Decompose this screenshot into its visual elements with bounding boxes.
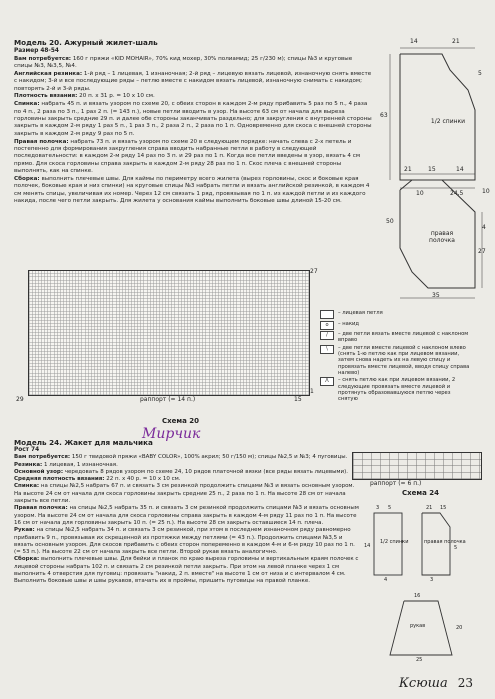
- magazine-name: Ксюша: [398, 676, 448, 691]
- dim-label: 21: [452, 38, 460, 45]
- scheme24-title: Схема 24: [402, 489, 440, 497]
- scheme20-grid: [28, 270, 310, 396]
- model24-front: Правая полочка: на спицы №2,5 набрать 35 п. и связать 3 см резинкой продолжить спицами №3 и вязать основным узором. На высоте 24 см от начала для скоса горловины справа закрыть в каждом 4-м ряду 11 раз по 1 п. На высоте 16 см от начала для горловины закрыть 10 п. (= 25 п.). На высоте 28 см закрыть оставшиеся 14 п. плеча.: [14, 505, 359, 526]
- row-number: 1: [310, 388, 314, 395]
- page-number: 23: [457, 676, 473, 690]
- rapport-label: раппорт (= 14 п.): [140, 396, 196, 403]
- model20-size: Размер 48-54: [14, 47, 59, 54]
- right-decrease-symbol: /: [320, 331, 334, 340]
- dim-label: 4: [384, 577, 388, 583]
- dim-label: 3: [376, 505, 380, 511]
- dim-label: 3: [430, 577, 434, 583]
- dim-label: 35: [432, 292, 440, 299]
- model20-materials: Вам потребуется: 160 г пряжи «KID MOHAIR», 70% кид мохер, 30% полиамид; 25 г/230 м); спицы №3 и круговые спицы №3, №3,5, №4.: [14, 55, 353, 69]
- model20-density: Плотность вязания: 20 п. х 31 р. = 10 х 10 см.: [14, 93, 155, 100]
- dim-label: 15: [428, 166, 436, 173]
- front-piece-label: правая полочка: [429, 230, 455, 244]
- dim-label: 63: [380, 112, 388, 119]
- col-number: 15: [294, 396, 302, 403]
- dim-label: 25: [416, 657, 423, 663]
- dim-label: 10: [482, 188, 490, 195]
- model24-sleeve: Рукав: на спицы №2,5 набрать 34 п. и связать 3 см резинкой, при этом в последнем изнаночном ряду равномерно прибавить 9 п., провязывая их скрещенной из протяжки между петлями (= 43 п.). Продолжить спицами №3,5 и вязать основным узором. Для скосов прибавить с обеих сторон попеременно в каждом 4-м и 6-м ряду 10 раз по 1 п. (= 53 п.). На высоте 22 см от начала закрыть все петли. Второй рукав вязать аналогично.: [14, 527, 355, 556]
- model24-text: [14, 438, 359, 586]
- double-decrease-symbol: Λ: [320, 377, 334, 386]
- dim-label: 50: [386, 218, 394, 225]
- model24-rib: Резинка: 1 лицевая, 1 изнаночная.: [14, 461, 118, 468]
- legend-item: \ – две петли вместе лицевой с наклоном влево (снять 1-ю петлю как при лицевом вязании, затем снова надеть их на левую спицу и провязать вместе лицевой, вводя спицу справа налево): [320, 345, 470, 376]
- dim-label: 14: [456, 166, 464, 173]
- model20-assembly: Сборка: выполнить плечевые швы. Для каймы по периметру всего жилета (вырез горловины, скос и боковые края полочек, боковые края и низ спинки) на круговые спицы №3 набрать петли и вязать английской резинкой, в каждом 4 см менять спицы, увеличивая их номер. Через 12 см связать 1 ряд, провязывая по 1 п. из каждой петли и из каждого накида, после чего петли закрыть. Для жилета у основания каймы выполнить боковые швы длиной 15-20 см.: [14, 176, 370, 205]
- scheme20-chart: [12, 268, 318, 433]
- front-piece-label: правая полочка: [424, 539, 466, 545]
- dim-label: 27: [478, 248, 486, 255]
- dim-label: 5: [454, 545, 458, 551]
- dim-label: 15: [440, 505, 447, 511]
- legend-item: – лицевая петля: [320, 310, 470, 319]
- dim-label: 24,5: [450, 190, 464, 197]
- dim-label: 5: [388, 505, 392, 511]
- model24-back: Спинка: на спицы №2,5 набрать 67 п. и связать 3 см резинкой продолжить спицами №3 и вязать основным узором. На высоте 24 см от начала для скоса горловины закрыть средние 25 п., 2 раза по 1 п. На высоте 28 см от начала закрыть все петли.: [14, 483, 355, 505]
- dim-label: 20: [456, 625, 463, 631]
- col-number: 29: [16, 396, 24, 403]
- dim-label: 5: [478, 70, 482, 77]
- rapport-label: раппорт (= 6 п.): [370, 480, 422, 487]
- dim-label: 21: [426, 505, 433, 511]
- front-pattern-diagram: [380, 168, 490, 303]
- model24-title: Модель 24. Жакет для мальчика: [14, 438, 153, 447]
- page-footer: [399, 676, 473, 691]
- dim-label: 14: [410, 38, 418, 45]
- model20-back: Спинка: набрать 45 п. и вязать узором по схеме 20, с обеих сторон в каждом 2-м ряду прибавить 5 раз по 5 п., 4 раза по 4 п., 2 раза по 3 п., 1 раз 2 п. (= 143 п.), новые петли вводить в узор. На высоте 63 см от начала для выреза горловины закрыть средние 29 п. и далее обе стороны заканчивать раздельно; для закругления с внутренней стороны закрыть в каждом 2-м ряду 1 раз 5 п., 1 раз 3 п., 2 раза 2 п., 2 раза по 1 п. Одновременно для скоса с внешней стороны закрыть в каждом 2-м ряду 9 раз по 5 п.: [14, 101, 372, 137]
- watermark: Мирчик: [142, 426, 201, 442]
- symbol-legend: [320, 310, 470, 404]
- model20-front: Правая полочка: набрать 73 п. и вязать узором по схеме 20 в следующем порядке: начать слева с 2-х петель и постепенно для формирования закругления справа вводить набранные петли в работу в следующей последовательности: в каждом 2-м ряду 14 раз по 3 п. и 29 раз по 1 п. Когда все петли введены в узор, вязать 4 см прямо. Для скоса горловины справа закрыть в каждом 2-м ряду 28 раз по 1 п. Скос плеча с внешней стороны выполнять, как на спинке.: [14, 138, 361, 175]
- dim-label: 21: [404, 166, 412, 173]
- scheme20-title: Схема 20: [162, 417, 200, 425]
- dim-label: 10: [416, 190, 424, 197]
- model24-pattern: Основной узор: чередовать 8 рядов узором по схеме 24, 10 рядов платочной вязки (все ряды вязать лицевыми).: [14, 468, 349, 475]
- back-piece-label: 1/2 спинки: [430, 118, 466, 125]
- row-number: 27: [310, 268, 318, 275]
- model24-size: Рост 74: [14, 447, 40, 453]
- model24-materials: Вам потребуется: 150 г твидовой пряжи «BABY COLOR», 100% акрил; 50 г/150 м); спицы №2,5 и №3; 4 пуговицы.: [14, 454, 348, 461]
- dim-label: 16: [414, 593, 421, 599]
- model20-rib: Английская резинка: 1-й ряд – 1 лицевая, 1 изнаночная; 2-й ряд – лицевую вязать лицевой, изнаночную снять вместе с накидом; 3-й и все последующие ряды – петлю вместе с накидом вязать лицевой, изнаночную снимать с накидом; повторять 2-й и 3-й ряды.: [14, 70, 372, 92]
- legend-item: o – накид: [320, 321, 470, 330]
- back-piece-label: 1/2 спинки: [380, 539, 409, 545]
- knit-stitch-symbol: [320, 310, 334, 319]
- model24-assembly: Сборка: выполнить плечевые швы. Для бейки и планок по краю выреза горловины и вертикальным краям полочек с лицевой стороны набрать 102 п. и связать 2 см резинкой петли закрыть. При этом на левой планке через 1 см выполнить 4 отверстия для пуговиц: провязать "накид, 2 п. вместе" на высоте 1 см от низа и с интервалом 4 см. Выполнить боковые швы и швы рукавов, втачать их в проймы, пришить пуговицы на правой планке.: [14, 556, 359, 585]
- dim-label: 4: [482, 224, 486, 231]
- model24-density: Средняя плотность вязания: 22 п. х 40 р. = 10 х 10 см.: [14, 476, 181, 483]
- yarn-over-symbol: o: [320, 321, 334, 330]
- model20-title: Модель 20. Ажурный жилет-шаль: [14, 38, 158, 47]
- sleeve-piece-label: рукав: [410, 623, 426, 629]
- legend-item: Λ – снять петлю как при лицевом вязании, 2 следующие провязать вместе лицевой и протянуть образовавшуюся петлю через снятую: [320, 377, 470, 402]
- dim-label: 14: [364, 543, 371, 549]
- model24-pattern-pieces: [360, 505, 490, 665]
- model20-text: [14, 38, 372, 206]
- left-decrease-symbol: \: [320, 345, 334, 354]
- legend-item: / – две петли вязать вместе лицевой с наклоном вправо: [320, 331, 470, 343]
- scheme24-grid: [352, 452, 482, 480]
